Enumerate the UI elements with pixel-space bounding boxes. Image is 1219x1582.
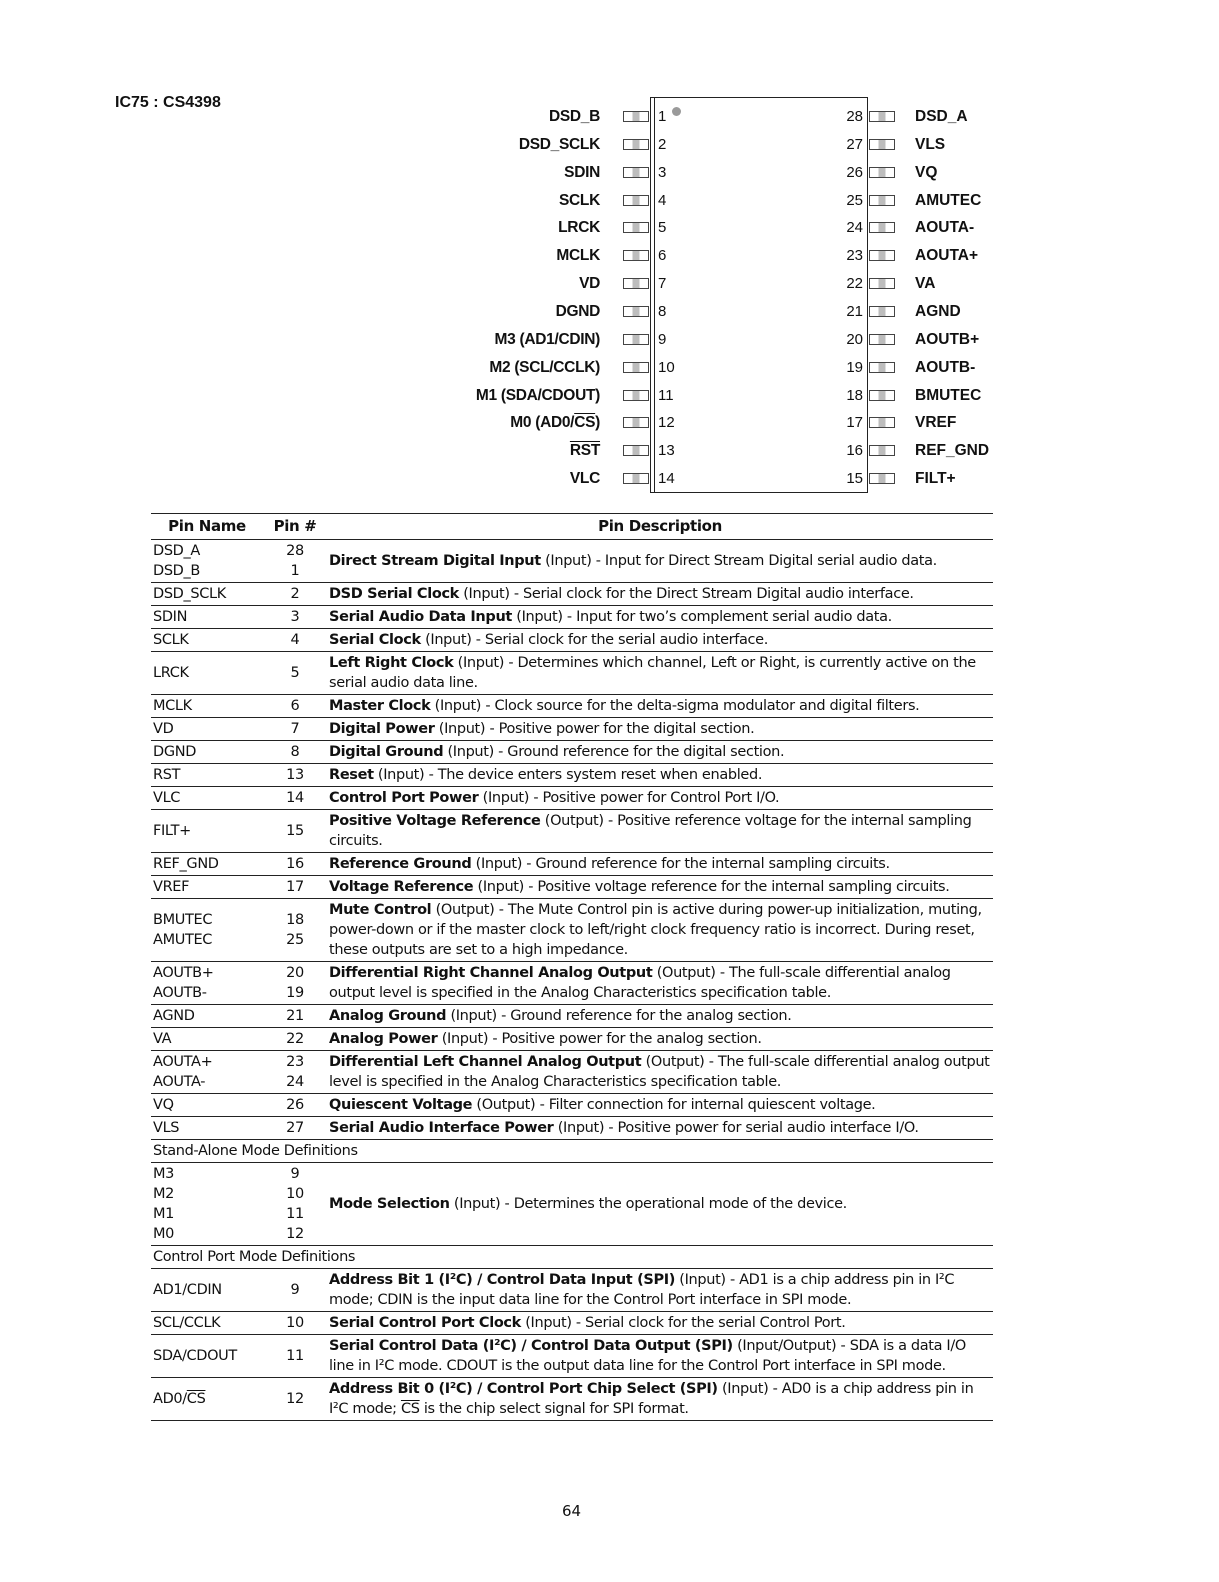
header-pin-number: Pin # — [263, 514, 327, 540]
pin-number: 13 — [263, 764, 327, 787]
pin-number: 11 — [263, 1335, 327, 1378]
pin-number: 7 — [263, 718, 327, 741]
pin-number: 8 — [263, 741, 327, 764]
pin-number: 21 — [846, 302, 863, 320]
pin-number: 22 — [263, 1028, 327, 1051]
pin-function-title: Differential Right Channel Analog Output — [329, 965, 653, 981]
pin-function-text: (Input) - Determines the operational mode of the device. — [449, 1196, 847, 1212]
pin-description — [327, 1028, 993, 1051]
table-row — [151, 1335, 993, 1378]
pin-pad — [869, 139, 895, 150]
right-pin-name: FILT+ — [915, 470, 956, 488]
table-row — [151, 652, 993, 695]
pin-function-text: (Input) - Positive power for the digital section. — [434, 721, 755, 737]
pin-function-text: (Input) - Positive power for Control Port I/O. — [478, 790, 780, 806]
overline-signal: $\overline{CS}$ — [400, 1401, 420, 1417]
pin-number: 9 — [658, 330, 667, 348]
pin-description — [327, 629, 993, 652]
left-pin-name: M2 (SCL/CCLK) — [489, 358, 600, 376]
table-row — [151, 540, 993, 583]
pin-function-text: (Input) - Serial clock for the serial audio interface. — [420, 632, 768, 648]
pin-name: DSD_SCLK — [151, 583, 263, 606]
pin-number: 12 — [658, 414, 675, 432]
pin-name: VQ — [151, 1094, 263, 1117]
pin-function-title: Reference Ground — [329, 856, 472, 872]
pin-right-22 — [0, 275, 1219, 295]
pin-pad — [869, 250, 895, 261]
pin-function-title: Serial Audio Interface Power — [329, 1120, 554, 1136]
table-row — [151, 695, 993, 718]
left-pin-name: VLC — [569, 470, 600, 488]
pin-function-text: (Input/Output) - SDA is a data I/O line in I²C mode. CDOUT is the output data line for the Control Port interface in SPI mode. — [329, 1338, 966, 1374]
pin-name: LRCK — [151, 652, 263, 695]
table-row — [151, 876, 993, 899]
pin-right-17 — [0, 414, 1219, 434]
pin-function-title: Serial Control Data (I²C) / Control Data Output (SPI) — [329, 1338, 733, 1354]
table-row — [151, 810, 993, 853]
right-pin-name: AOUTA- — [915, 219, 975, 237]
pin-description — [327, 1312, 993, 1335]
pin-number: 3 — [263, 606, 327, 629]
pin-number: 7 — [658, 275, 667, 293]
pin-right-21 — [0, 303, 1219, 323]
pin-right-24 — [0, 219, 1219, 239]
pin-pad — [869, 445, 895, 456]
pin-function-text: (Output) - The full-scale differential analog output level is specified in the Analog Characteristics specification table. — [329, 965, 951, 1001]
right-pin-name: VA — [915, 275, 936, 293]
pin-description — [327, 652, 993, 695]
pin-right-19 — [0, 359, 1219, 379]
pin-number: 28 1 — [263, 540, 327, 583]
overline-signal: $\overline{RST}$ — [569, 442, 600, 460]
pin-pad — [869, 111, 895, 122]
pin-number: 15 — [846, 470, 863, 488]
pin-description — [327, 1005, 993, 1028]
table-row — [151, 962, 993, 1005]
pin-number: 8 — [658, 302, 667, 320]
pin-right-23 — [0, 247, 1219, 267]
right-pin-name: VQ — [915, 163, 938, 181]
pin-function-text: (Output) - Filter connection for internal quiescent voltage. — [472, 1097, 876, 1113]
pin-function-title: Analog Power — [329, 1031, 438, 1047]
left-pin-name: LRCK — [558, 219, 600, 237]
pin-number: 26 — [263, 1094, 327, 1117]
pin-number: 19 — [846, 358, 863, 376]
table-row — [151, 1312, 993, 1335]
pin-pad — [869, 390, 895, 401]
table-row — [151, 1051, 993, 1094]
pin-number: 16 — [263, 853, 327, 876]
pin-name: SDIN — [151, 606, 263, 629]
pin-function-text: (Input) - Positive voltage reference for the internal sampling circuits. — [473, 879, 950, 895]
right-pin-name: VLS — [915, 135, 946, 153]
table-header-row — [151, 514, 993, 540]
overline-signal: $\overline{CS}$ — [186, 1391, 206, 1407]
pin-name: BMUTEC AMUTEC — [151, 899, 263, 962]
table-row — [151, 1028, 993, 1051]
pin-number: 28 — [846, 108, 863, 125]
pin-description — [327, 741, 993, 764]
pin-name: AGND — [151, 1005, 263, 1028]
pin-function-title: Reset — [329, 767, 374, 783]
pin-number: 27 — [263, 1117, 327, 1140]
pin-number: 18 — [846, 386, 863, 404]
pin-name: DSD_A DSD_B — [151, 540, 263, 583]
pin-right-20 — [0, 331, 1219, 351]
table-row — [151, 1163, 993, 1246]
pin-description — [327, 787, 993, 810]
pin-function-text: (Input) - Ground reference for the internal sampling circuits. — [471, 856, 890, 872]
pin-function-title: Serial Control Port Clock — [329, 1315, 521, 1331]
pin-number: 20 — [846, 330, 863, 348]
pin-number: 25 — [846, 191, 863, 209]
table-row — [151, 583, 993, 606]
pin-number: 2 — [658, 135, 667, 153]
pin-number: 23 24 — [263, 1051, 327, 1094]
pin-number: 1 — [658, 108, 667, 125]
section-row — [151, 1140, 993, 1163]
pin-number: 14 — [658, 470, 675, 488]
pin-number: 9 10 11 12 — [263, 1163, 327, 1246]
pin-right-15 — [0, 470, 1219, 490]
left-pin-name: DSD_SCLK — [518, 135, 600, 153]
pin-number: 13 — [658, 442, 675, 460]
pin-pad — [869, 278, 895, 289]
pin-number: 9 — [263, 1269, 327, 1312]
pin-name: VLC — [151, 787, 263, 810]
pin-name: M3 M2 M1 M0 — [151, 1163, 263, 1246]
pin-name: RST — [151, 764, 263, 787]
pin-description — [327, 1117, 993, 1140]
pin-function-title: Digital Power — [329, 721, 435, 737]
pin-function-text: (Input) - AD1 is a chip address pin in I²C mode; CDIN is the input data line for the Control Port interface in SPI mode. — [329, 1272, 955, 1308]
pin-description — [327, 695, 993, 718]
pin-description — [327, 1094, 993, 1117]
pin-name: AOUTB+ AOUTB- — [151, 962, 263, 1005]
left-pin-name: VD — [579, 275, 600, 293]
pin-right-18 — [0, 387, 1219, 407]
pin-name: VA — [151, 1028, 263, 1051]
table-row — [151, 741, 993, 764]
pin-function-text: (Input) - Clock source for the delta-sigma modulator and digital filters. — [430, 698, 920, 714]
pin-function-title: Master Clock — [329, 698, 431, 714]
pin-name: SDA/CDOUT — [151, 1335, 263, 1378]
pin-number: 5 — [658, 219, 667, 237]
pin-description-table — [151, 513, 993, 1421]
left-pin-name: SDIN — [564, 163, 600, 181]
pin-number: 6 — [263, 695, 327, 718]
pin-function-title: Control Port Power — [329, 790, 479, 806]
pin-description — [327, 853, 993, 876]
pin-function-title: Analog Ground — [329, 1008, 447, 1024]
pin-function-text: (Input) - Ground reference for the digital section. — [443, 744, 785, 760]
pin-number: 4 — [658, 191, 667, 209]
pin-number: 6 — [658, 247, 667, 265]
pin-number: 14 — [263, 787, 327, 810]
pin-number: 23 — [846, 247, 863, 265]
pin-number: 2 — [263, 583, 327, 606]
pin-pad — [869, 222, 895, 233]
section-row — [151, 1246, 993, 1269]
pin-description — [327, 1269, 993, 1312]
pin-function-title: Serial Audio Data Input — [329, 609, 512, 625]
pin-number: 17 — [846, 414, 863, 432]
pinout-diagram — [0, 0, 1219, 500]
pin-function-title: Quiescent Voltage — [329, 1097, 473, 1113]
pin-name: $AD0/\overline{CS}$ — [151, 1378, 263, 1421]
pin-function-text: (Input) - Positive power for the analog section. — [437, 1031, 762, 1047]
pin-description — [327, 1051, 993, 1094]
pin-function-text: (Input) - AD0 is a chip address pin in I²C mode; — [329, 1381, 974, 1417]
page-number: 64 — [561, 1502, 582, 1520]
pin-description — [327, 962, 993, 1005]
pin-name: AD1/CDIN — [151, 1269, 263, 1312]
pin-number: 20 19 — [263, 962, 327, 1005]
pin-description — [327, 810, 993, 853]
pin-function-text: (Output) - Positive reference voltage for the internal sampling circuits. — [329, 813, 972, 849]
pin-function-text: (Input) - Serial clock for the serial Control Port. — [520, 1315, 846, 1331]
right-pin-name: VREF — [915, 414, 957, 432]
section-title: Stand-Alone Mode Definitions — [151, 1140, 993, 1163]
pin-name: SCLK — [151, 629, 263, 652]
right-pin-name: DSD_A — [915, 108, 968, 125]
pin-pad — [869, 334, 895, 345]
table-row — [151, 1094, 993, 1117]
pin-pad — [869, 167, 895, 178]
pin-function-text: (Output) - The Mute Control pin is active during power-up initialization, muting, power-down or if the master clock to left/right clock frequency ratio is incorrect. During reset, these outputs are set to a high impedance. — [329, 902, 982, 958]
pin-function-text: (Input) - Ground reference for the analog section. — [446, 1008, 792, 1024]
header-pin-description: Pin Description — [327, 514, 993, 540]
left-pin-name: DGND — [555, 302, 600, 320]
pin-description — [327, 1335, 993, 1378]
pin-function-title: Address Bit 0 (I²C) / Control Port Chip Select (SPI) — [329, 1381, 718, 1397]
pin-description — [327, 606, 993, 629]
pin-function-title: Mute Control — [329, 902, 432, 918]
pin-number: 12 — [263, 1378, 327, 1421]
left-pin-name: DSD_B — [548, 108, 600, 125]
pin-right-16 — [0, 442, 1219, 462]
pin-right-25 — [0, 192, 1219, 212]
left-pin-name: SCLK — [559, 191, 600, 209]
left-pin-name: M1 (SDA/CDOUT) — [475, 386, 600, 404]
pin-name: REF_GND — [151, 853, 263, 876]
pin-name: AOUTA+ AOUTA- — [151, 1051, 263, 1094]
pin-number: 24 — [846, 219, 863, 237]
pin-description — [327, 718, 993, 741]
pin-function-title: Left Right Clock — [329, 655, 454, 671]
pin-pad — [869, 417, 895, 428]
table-row — [151, 787, 993, 810]
right-pin-name: AOUTA+ — [915, 247, 979, 265]
pin-function-title: Voltage Reference — [329, 879, 474, 895]
table-row — [151, 606, 993, 629]
pin-number: 10 — [263, 1312, 327, 1335]
pin-description — [327, 899, 993, 962]
overline-signal: $\overline{CS}$ — [574, 414, 596, 432]
pin-number: 21 — [263, 1005, 327, 1028]
pin-name: VD — [151, 718, 263, 741]
right-pin-name: AGND — [915, 302, 961, 320]
section-title: Control Port Mode Definitions — [151, 1246, 993, 1269]
left-pin-name: MCLK — [556, 247, 600, 265]
pin-description — [327, 876, 993, 899]
pin-description — [327, 540, 993, 583]
pin-number: 22 — [846, 275, 863, 293]
right-pin-name: REF_GND — [915, 442, 990, 460]
pin-description — [327, 1163, 993, 1246]
pin-right-27 — [0, 136, 1219, 156]
pin-number: 5 — [263, 652, 327, 695]
pin-function-title: Mode Selection — [329, 1196, 450, 1212]
pin-function-text: is the chip select signal for SPI format. — [419, 1401, 689, 1417]
pin-description — [327, 764, 993, 787]
pin-number: 10 — [658, 358, 675, 376]
table-row — [151, 1269, 993, 1312]
pin-function-title: DSD Serial Clock — [329, 586, 459, 602]
left-pin-name: M0 $(AD0/\overline{CS})$ — [510, 414, 600, 432]
pin-number: 15 — [263, 810, 327, 853]
pin-description — [327, 583, 993, 606]
pin-number: 26 — [846, 163, 863, 181]
header-pin-name: Pin Name — [151, 514, 263, 540]
table-row — [151, 764, 993, 787]
pin-name: SCL/CCLK — [151, 1312, 263, 1335]
table-row — [151, 718, 993, 741]
pin-pad — [869, 362, 895, 373]
ic-label: IC75 : CS4398 — [115, 94, 221, 111]
pin-pad — [869, 306, 895, 317]
table-row — [151, 1005, 993, 1028]
left-pin-name: M3 (AD1/CDIN) — [494, 330, 600, 348]
pin-name: DGND — [151, 741, 263, 764]
pin-right-26 — [0, 164, 1219, 184]
pin-name: FILT+ — [151, 810, 263, 853]
pin-description — [327, 1378, 993, 1421]
pin-number: 4 — [263, 629, 327, 652]
pin-pad — [869, 195, 895, 206]
pin-number: 18 25 — [263, 899, 327, 962]
pin-name: MCLK — [151, 695, 263, 718]
table-row — [151, 1117, 993, 1140]
pin-number: 3 — [658, 163, 667, 181]
pin-right-28 — [0, 108, 1219, 128]
table-row — [151, 629, 993, 652]
pin-name: VREF — [151, 876, 263, 899]
table-row — [151, 1378, 993, 1421]
pin-function-title: Serial Clock — [329, 632, 421, 648]
right-pin-name: AOUTB+ — [915, 330, 980, 348]
pin-function-text: (Input) - Input for Direct Stream Digital serial audio data. — [540, 553, 937, 569]
right-pin-name: AMUTEC — [915, 191, 982, 209]
pin-function-title: Address Bit 1 (I²C) / Control Data Input (SPI) — [329, 1272, 676, 1288]
pin-function-text: (Input) - The device enters system reset when enabled. — [373, 767, 763, 783]
pin-function-text: (Output) - The full-scale differential analog output level is specified in the Analog Characteristics specification table. — [329, 1054, 990, 1090]
pin-function-title: Differential Left Channel Analog Output — [329, 1054, 642, 1070]
pin-function-title: Positive Voltage Reference — [329, 813, 541, 829]
right-pin-name: BMUTEC — [915, 386, 982, 404]
pin-number: 11 — [658, 386, 674, 404]
pin-pad — [869, 473, 895, 484]
pin-number: 27 — [846, 135, 863, 153]
pin-function-text: (Input) - Determines which channel, Left or Right, is currently active on the serial audio data line. — [329, 655, 976, 691]
pin-function-title: Digital Ground — [329, 744, 444, 760]
pin-function-title: Direct Stream Digital Input — [329, 553, 541, 569]
table-row — [151, 899, 993, 962]
right-pin-name: AOUTB- — [915, 358, 976, 376]
table-row — [151, 853, 993, 876]
pin-name: VLS — [151, 1117, 263, 1140]
pin-function-text: (Input) - Serial clock for the Direct Stream Digital audio interface. — [458, 586, 914, 602]
pin-number: 17 — [263, 876, 327, 899]
pin-function-text: (Input) - Input for two’s complement serial audio data. — [512, 609, 892, 625]
pin-number: 16 — [846, 442, 863, 460]
pin-function-text: (Input) - Positive power for serial audio interface I/O. — [553, 1120, 919, 1136]
